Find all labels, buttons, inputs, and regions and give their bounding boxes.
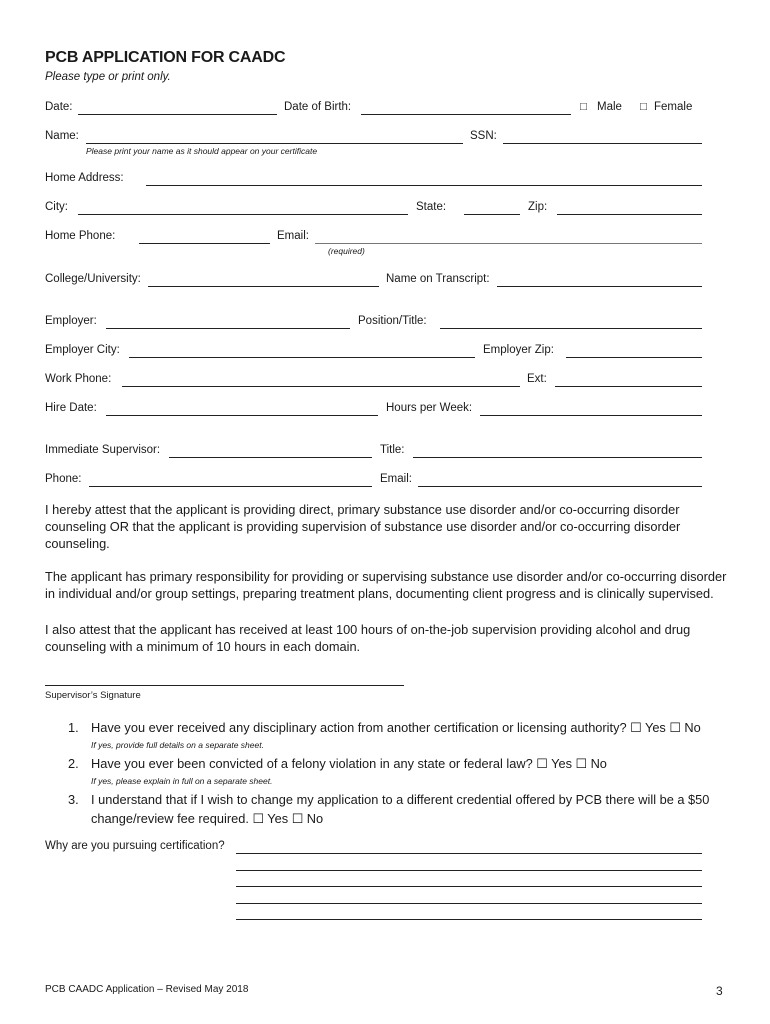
position-field[interactable]	[440, 328, 702, 329]
why-certification-label: Why are you pursuing certification?	[45, 840, 225, 852]
ssn-label: SSN:	[470, 130, 497, 142]
hire-date-label: Hire Date:	[45, 402, 97, 414]
page-number: 3	[716, 984, 723, 998]
dob-label: Date of Birth:	[284, 101, 352, 113]
hours-per-week-label: Hours per Week:	[386, 402, 473, 414]
why-answer-line-2[interactable]	[236, 870, 702, 871]
college-label: College/University:	[45, 273, 141, 285]
why-answer-line-5[interactable]	[236, 919, 702, 920]
why-answer-line-4[interactable]	[236, 903, 702, 904]
question-2-text[interactable]: Have you ever been convicted of a felony violation in any state or federal law? ☐ Yes ☐ No	[91, 756, 607, 771]
name-note: Please print your name as it should appear on your certificate	[86, 146, 318, 156]
female-checkbox[interactable]: □	[640, 101, 647, 113]
page-subtitle: Please type or print only.	[45, 71, 171, 83]
zip-label: Zip:	[528, 201, 548, 213]
supervisor-title-label: Title:	[380, 444, 405, 456]
home-phone-label: Home Phone:	[45, 230, 116, 242]
home-phone-field[interactable]	[139, 243, 270, 244]
college-field[interactable]	[148, 286, 379, 287]
attestation-paragraph-2: The applicant has primary responsibility for providing or supervising substance use disorder and/or co-occurring disorder in individual and/or group settings, preparing treatment plans, documenting client progress and is clinically supervised.	[45, 569, 727, 601]
footer-revision: PCB CAADC Application – Revised May 2018	[45, 984, 249, 995]
employer-zip-field[interactable]	[566, 357, 702, 358]
home-address-field[interactable]	[146, 185, 702, 186]
attestation-paragraph-3: I also attest that the applicant has received at least 100 hours of on-the-job supervision providing alcohol and drug counseling with a minimum of 10 hours in each domain.	[45, 622, 691, 654]
female-label: Female	[654, 101, 693, 113]
supervisor-field[interactable]	[169, 457, 372, 458]
ssn-field[interactable]	[503, 143, 702, 144]
city-label: City:	[45, 201, 68, 213]
question-3-number: 3.	[68, 792, 79, 807]
question-2-note: If yes, please explain in full on a separate sheet.	[91, 776, 273, 786]
name-field[interactable]	[86, 143, 463, 144]
question-1-number: 1.	[68, 720, 79, 735]
email-required-note: (required)	[328, 246, 365, 256]
dob-field[interactable]	[361, 114, 571, 115]
supervisor-phone-field[interactable]	[89, 486, 372, 487]
male-label: Male	[597, 101, 622, 113]
supervisor-phone-label: Phone:	[45, 473, 82, 485]
email-label: Email:	[277, 230, 309, 242]
employer-city-label: Employer City:	[45, 344, 120, 356]
transcript-name-field[interactable]	[497, 286, 702, 287]
work-phone-field[interactable]	[122, 386, 520, 387]
transcript-name-label: Name on Transcript:	[386, 273, 490, 285]
question-1-note: If yes, provide full details on a separate sheet.	[91, 740, 264, 750]
supervisor-label: Immediate Supervisor:	[45, 444, 161, 456]
name-label: Name:	[45, 130, 79, 142]
ext-label: Ext:	[527, 373, 547, 385]
date-label: Date:	[45, 101, 73, 113]
supervisor-email-field[interactable]	[418, 486, 702, 487]
state-label: State:	[416, 201, 447, 213]
page-title: PCB APPLICATION FOR CAADC	[45, 49, 286, 66]
question-2-number: 2.	[68, 756, 79, 771]
employer-label: Employer:	[45, 315, 97, 327]
work-phone-label: Work Phone:	[45, 373, 112, 385]
zip-field[interactable]	[557, 214, 702, 215]
question-3-text-continued[interactable]: change/review fee required. ☐ Yes ☐ No	[91, 811, 324, 826]
supervisor-title-field[interactable]	[413, 457, 702, 458]
hours-per-week-field[interactable]	[480, 415, 702, 416]
ext-field[interactable]	[555, 386, 702, 387]
supervisor-email-label: Email:	[380, 473, 412, 485]
hire-date-field[interactable]	[106, 415, 378, 416]
home-address-label: Home Address:	[45, 172, 124, 184]
why-answer-line-1[interactable]	[236, 853, 702, 854]
supervisor-signature-line[interactable]	[45, 685, 404, 686]
question-3-text: I understand that if I wish to change my application to a different credential offered by PCB there will be a $50	[91, 792, 710, 807]
why-answer-line-3[interactable]	[236, 886, 702, 887]
male-checkbox[interactable]: □	[580, 101, 587, 113]
city-field[interactable]	[78, 214, 408, 215]
date-field[interactable]	[78, 114, 277, 115]
attestation-paragraph-1: I hereby attest that the applicant is providing direct, primary substance use disorder and/or co-occurring disorder counseling OR that the applicant is providing supervision of substance use disorder and/or co-occurring disorder counseling.	[45, 502, 681, 551]
supervisor-signature-label: Supervisor’s Signature	[45, 690, 141, 701]
employer-zip-label: Employer Zip:	[483, 344, 554, 356]
state-field[interactable]	[464, 214, 520, 215]
question-1-text[interactable]: Have you ever received any disciplinary action from another certification or licensing authority? ☐ Yes ☐ No	[91, 720, 701, 735]
employer-city-field[interactable]	[129, 357, 475, 358]
employer-field[interactable]	[106, 328, 350, 329]
position-label: Position/Title:	[358, 315, 427, 327]
email-field[interactable]	[315, 243, 702, 244]
